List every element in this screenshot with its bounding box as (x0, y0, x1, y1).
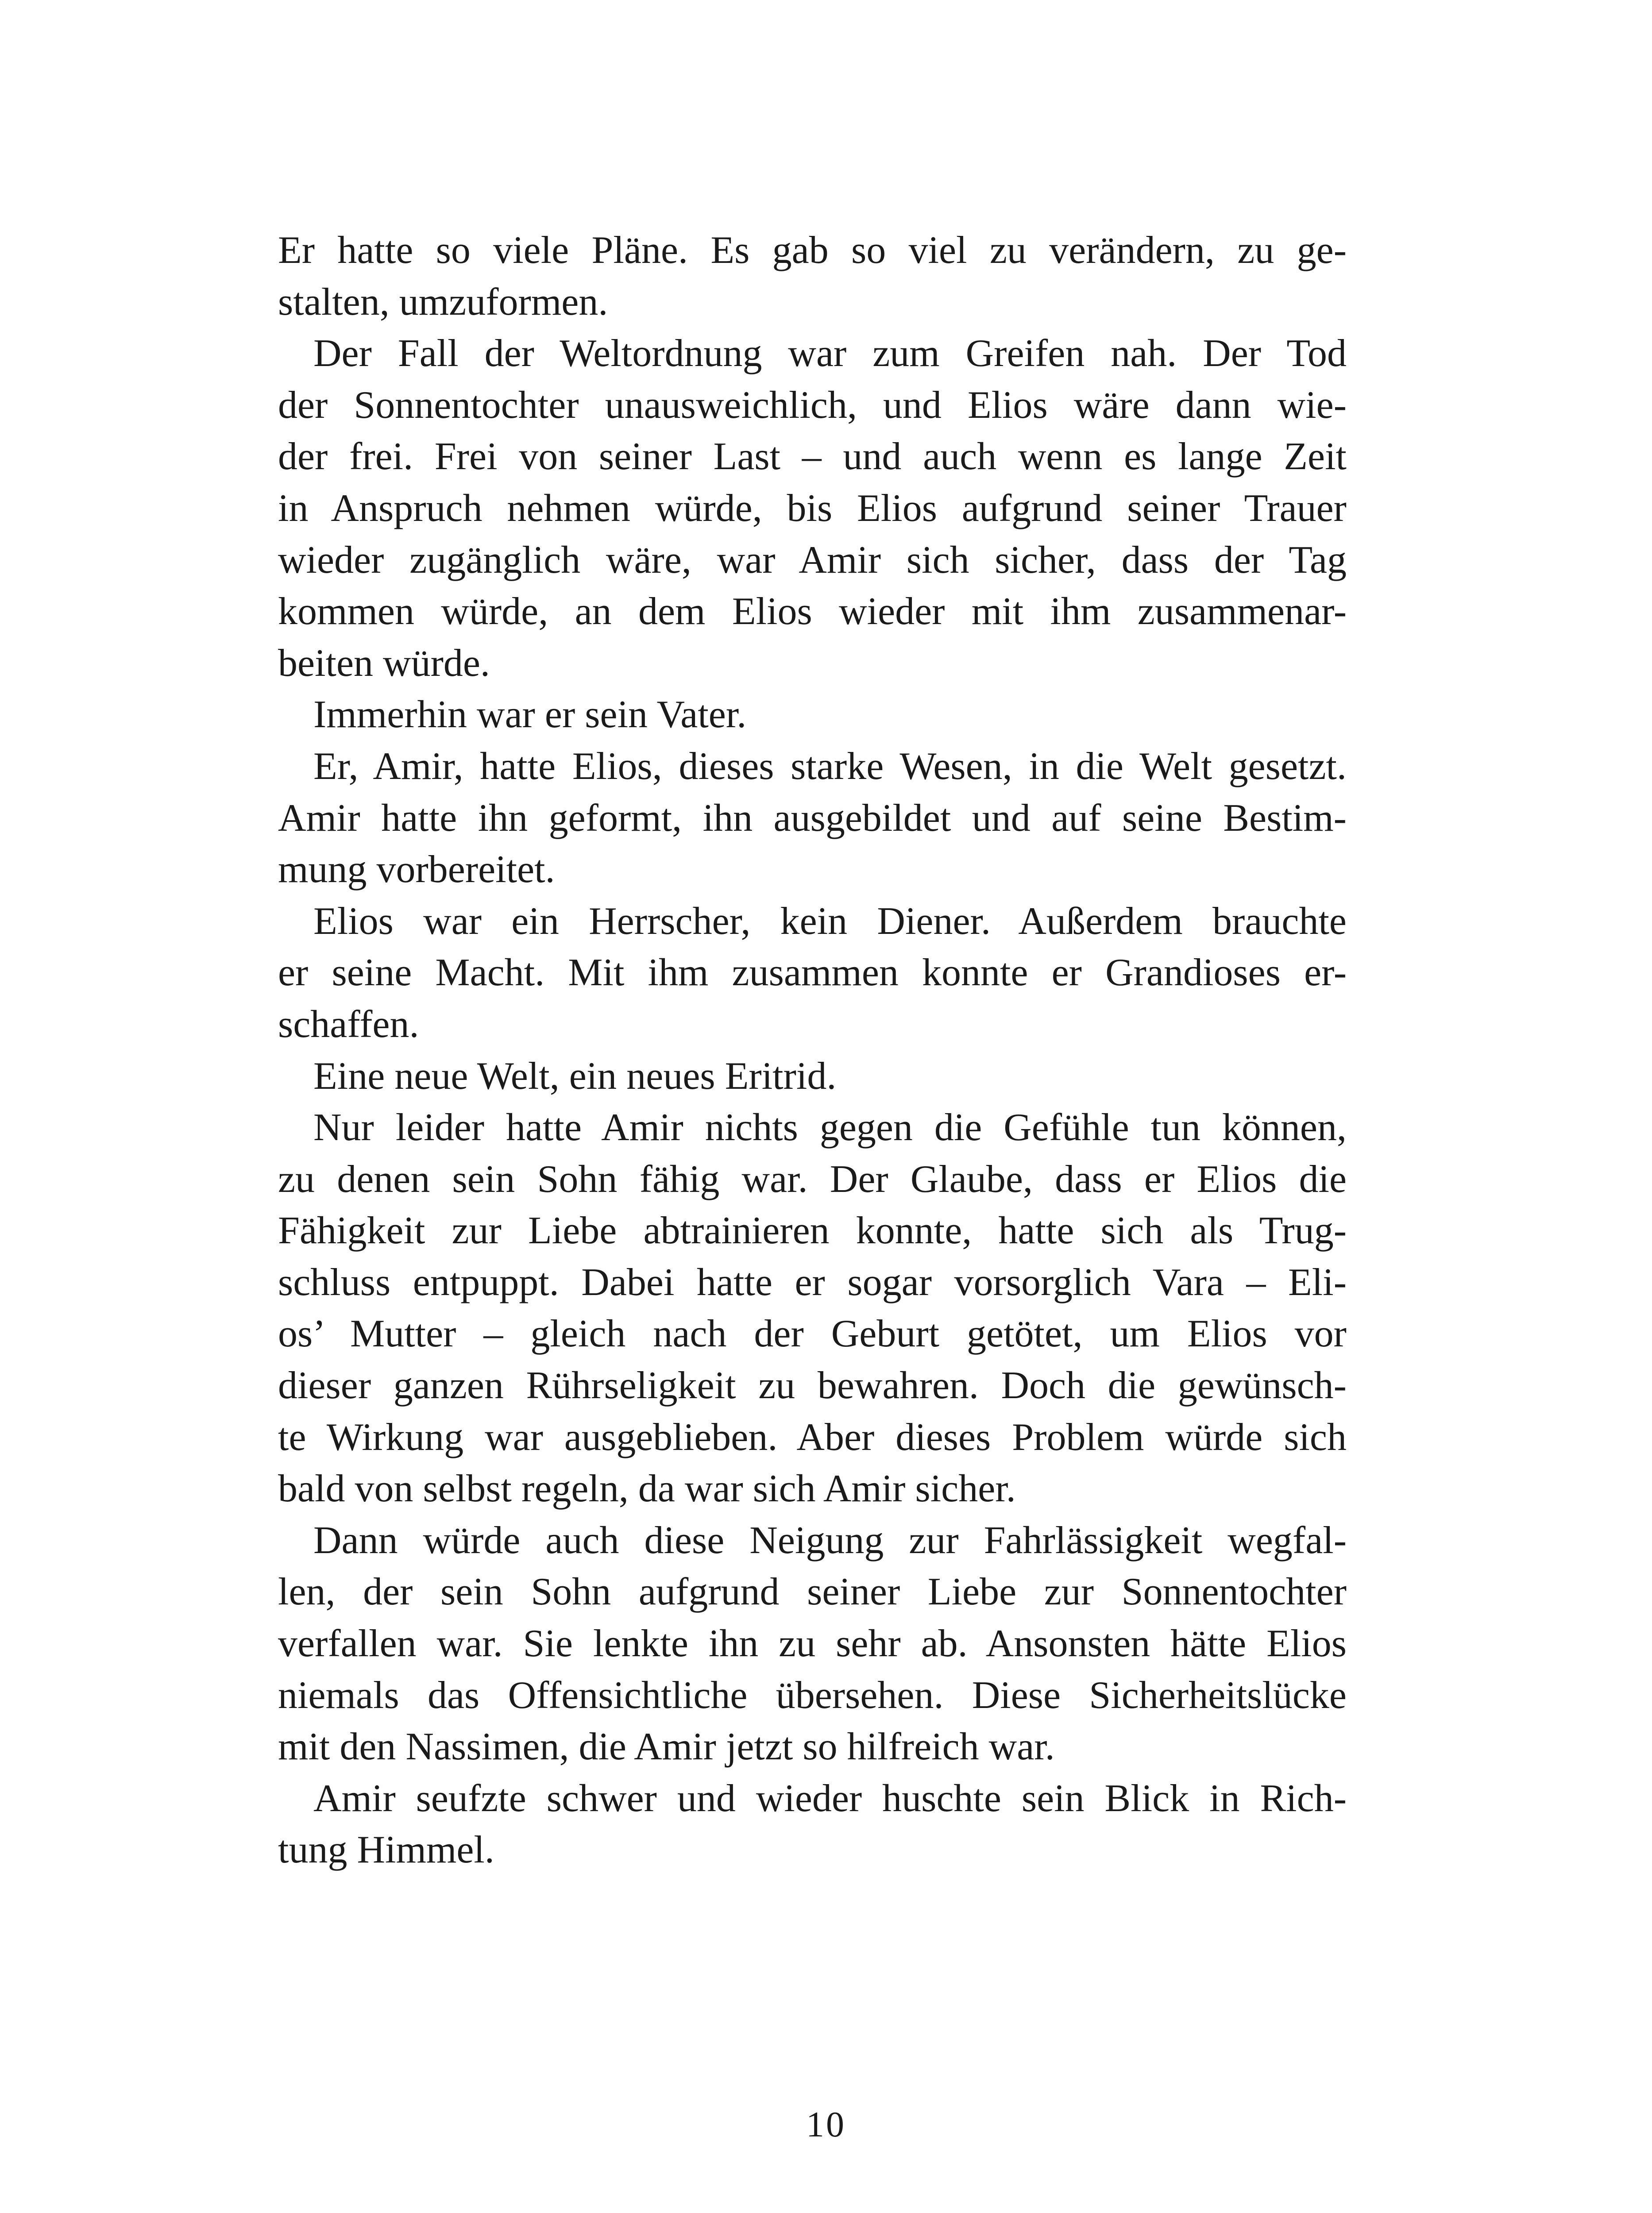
text-line: mung vorbereitet. (278, 848, 555, 891)
text-line: Nur leider hatte Amir nichts gegen die Gefühle tun können, (313, 1106, 1347, 1149)
text-line: beiten würde. (278, 641, 490, 685)
text-line: os’ Mutter – gleich nach der Geburt getötet, um Elios vor (278, 1312, 1347, 1356)
text-line: stalten, umzuformen. (278, 280, 608, 324)
text-line: Fähigkeit zur Liebe abtrainieren konnte, hatte sich als Trug- (278, 1209, 1347, 1253)
text-line: mit den Nassimen, die Amir jetzt so hilfreich war. (278, 1725, 1055, 1769)
text-line: te Wirkung war ausgeblieben. Aber dieses Problem würde sich (278, 1415, 1347, 1459)
text-line: zu denen sein Sohn fähig war. Der Glaube, dass er Elios die (278, 1157, 1347, 1201)
text-line: niemals das Offensichtliche übersehen. Diese Sicherheitslücke (278, 1673, 1347, 1717)
text-line: in Anspruch nehmen würde, bis Elios aufgrund seiner Trauer (278, 486, 1347, 530)
text-line: der frei. Frei von seiner Last – und auch wenn es lange Zeit (278, 435, 1347, 478)
text-line: tung Himmel. (278, 1828, 494, 1872)
text-line: kommen würde, an dem Elios wieder mit ihm zusammenar- (278, 590, 1347, 633)
text-line: Er, Amir, hatte Elios, dieses starke Wesen, in die Welt gesetzt. (313, 744, 1347, 788)
text-line: len, der sein Sohn aufgrund seiner Liebe zur Sonnentochter (278, 1570, 1347, 1614)
text-line: Er hatte so viele Pläne. Es gab so viel zu verändern, zu ge- (278, 229, 1347, 272)
text-line: Amir seufzte schwer und wieder huschte sein Blick in Rich- (313, 1777, 1347, 1820)
text-line: Dann würde auch diese Neigung zur Fahrlässigkeit wegfal- (313, 1519, 1347, 1562)
text-line: schluss entpuppt. Dabei hatte er sogar vorsorglich Vara – Eli- (278, 1261, 1347, 1304)
page-number: 10 (806, 2104, 846, 2144)
text-line: Elios war ein Herrscher, kein Diener. Außerdem brauchte (313, 899, 1347, 943)
text-line: Eine neue Welt, ein neues Eritrid. (313, 1054, 837, 1098)
text-line: verfallen war. Sie lenkte ihn zu sehr ab. Ansonsten hätte Elios (278, 1622, 1347, 1666)
text-line: der Sonnentochter unausweichlich, und Elios wäre dann wie- (278, 383, 1347, 427)
text-line: schaffen. (278, 1002, 419, 1046)
text-line: dieser ganzen Rührseligkeit zu bewahren. Doch die gewünsch- (278, 1364, 1347, 1407)
text-line: Der Fall der Weltordnung war zum Greifen nah. Der Tod (313, 332, 1347, 375)
text-line: Amir hatte ihn geformt, ihn ausgebildet und auf seine Bestim- (278, 796, 1347, 840)
text-line: bald von selbst regeln, da war sich Amir sicher. (278, 1467, 1016, 1511)
text-line: Immerhin war er sein Vater. (313, 693, 747, 736)
text-line: wieder zugänglich wäre, war Amir sich sicher, dass der Tag (278, 538, 1347, 582)
body-text (278, 225, 1347, 1876)
text-line: er seine Macht. Mit ihm zusammen konnte er Grandioses er- (278, 951, 1347, 995)
